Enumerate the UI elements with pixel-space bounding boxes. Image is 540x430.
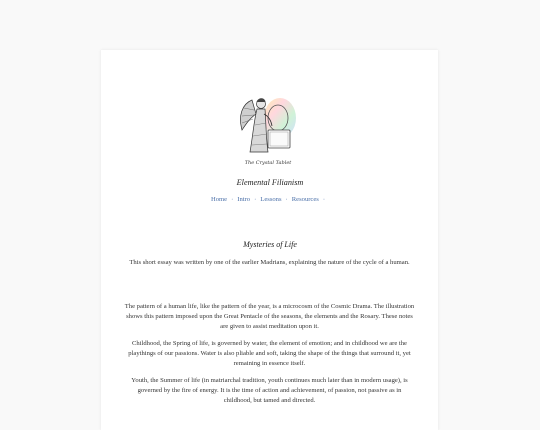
nav-separator: ·	[254, 196, 257, 203]
nav-separator: ·	[231, 196, 234, 203]
nav-link-home[interactable]: Home	[210, 196, 228, 203]
nav-separator: ·	[285, 196, 288, 203]
angel-with-crystal-tablet-icon	[228, 90, 308, 170]
site-title: Elemental Filianism	[236, 178, 304, 187]
article-title: Mysteries of Life	[243, 240, 297, 249]
nav-link-lessons[interactable]: Lessons	[260, 196, 282, 203]
article-intro-paragraph: This short essay was written by one of the earlier Madrians, explaining the nature of the cycle of a human.	[129, 259, 410, 266]
svg-text:The Crystal Tablet: The Crystal Tablet	[244, 160, 292, 166]
main-navigation	[0, 196, 540, 203]
article-paragraph: Childhood, the Spring of life, is governed by water, the element of emotion; and in childhood we are the playthings of our passions. Water is also pliable and soft, taking the shape of the things that surround it, yet remaining in essence itself.	[128, 340, 411, 368]
nav-link-resources[interactable]: Resources	[291, 196, 319, 203]
article-paragraph: The pattern of a human life, like the pattern of the year, is a microcosm of the Cosmic Drama. The illustration shows this pattern imposed upon the Great Pentacle of the seasons, the elements and the Rosary. These notes are given to assist meditation upon it.	[124, 303, 415, 331]
nav-separator: ·	[322, 196, 326, 203]
article-paragraph: Youth, the Summer of life (in matriarchal tradition, youth continues much later than in modern usage), is governed by the fire of energy. It is the time of action and achievement, of passion, not passive as in childhood, but tamed and directed.	[131, 377, 408, 405]
nav-link-intro[interactable]: Intro	[237, 196, 251, 203]
